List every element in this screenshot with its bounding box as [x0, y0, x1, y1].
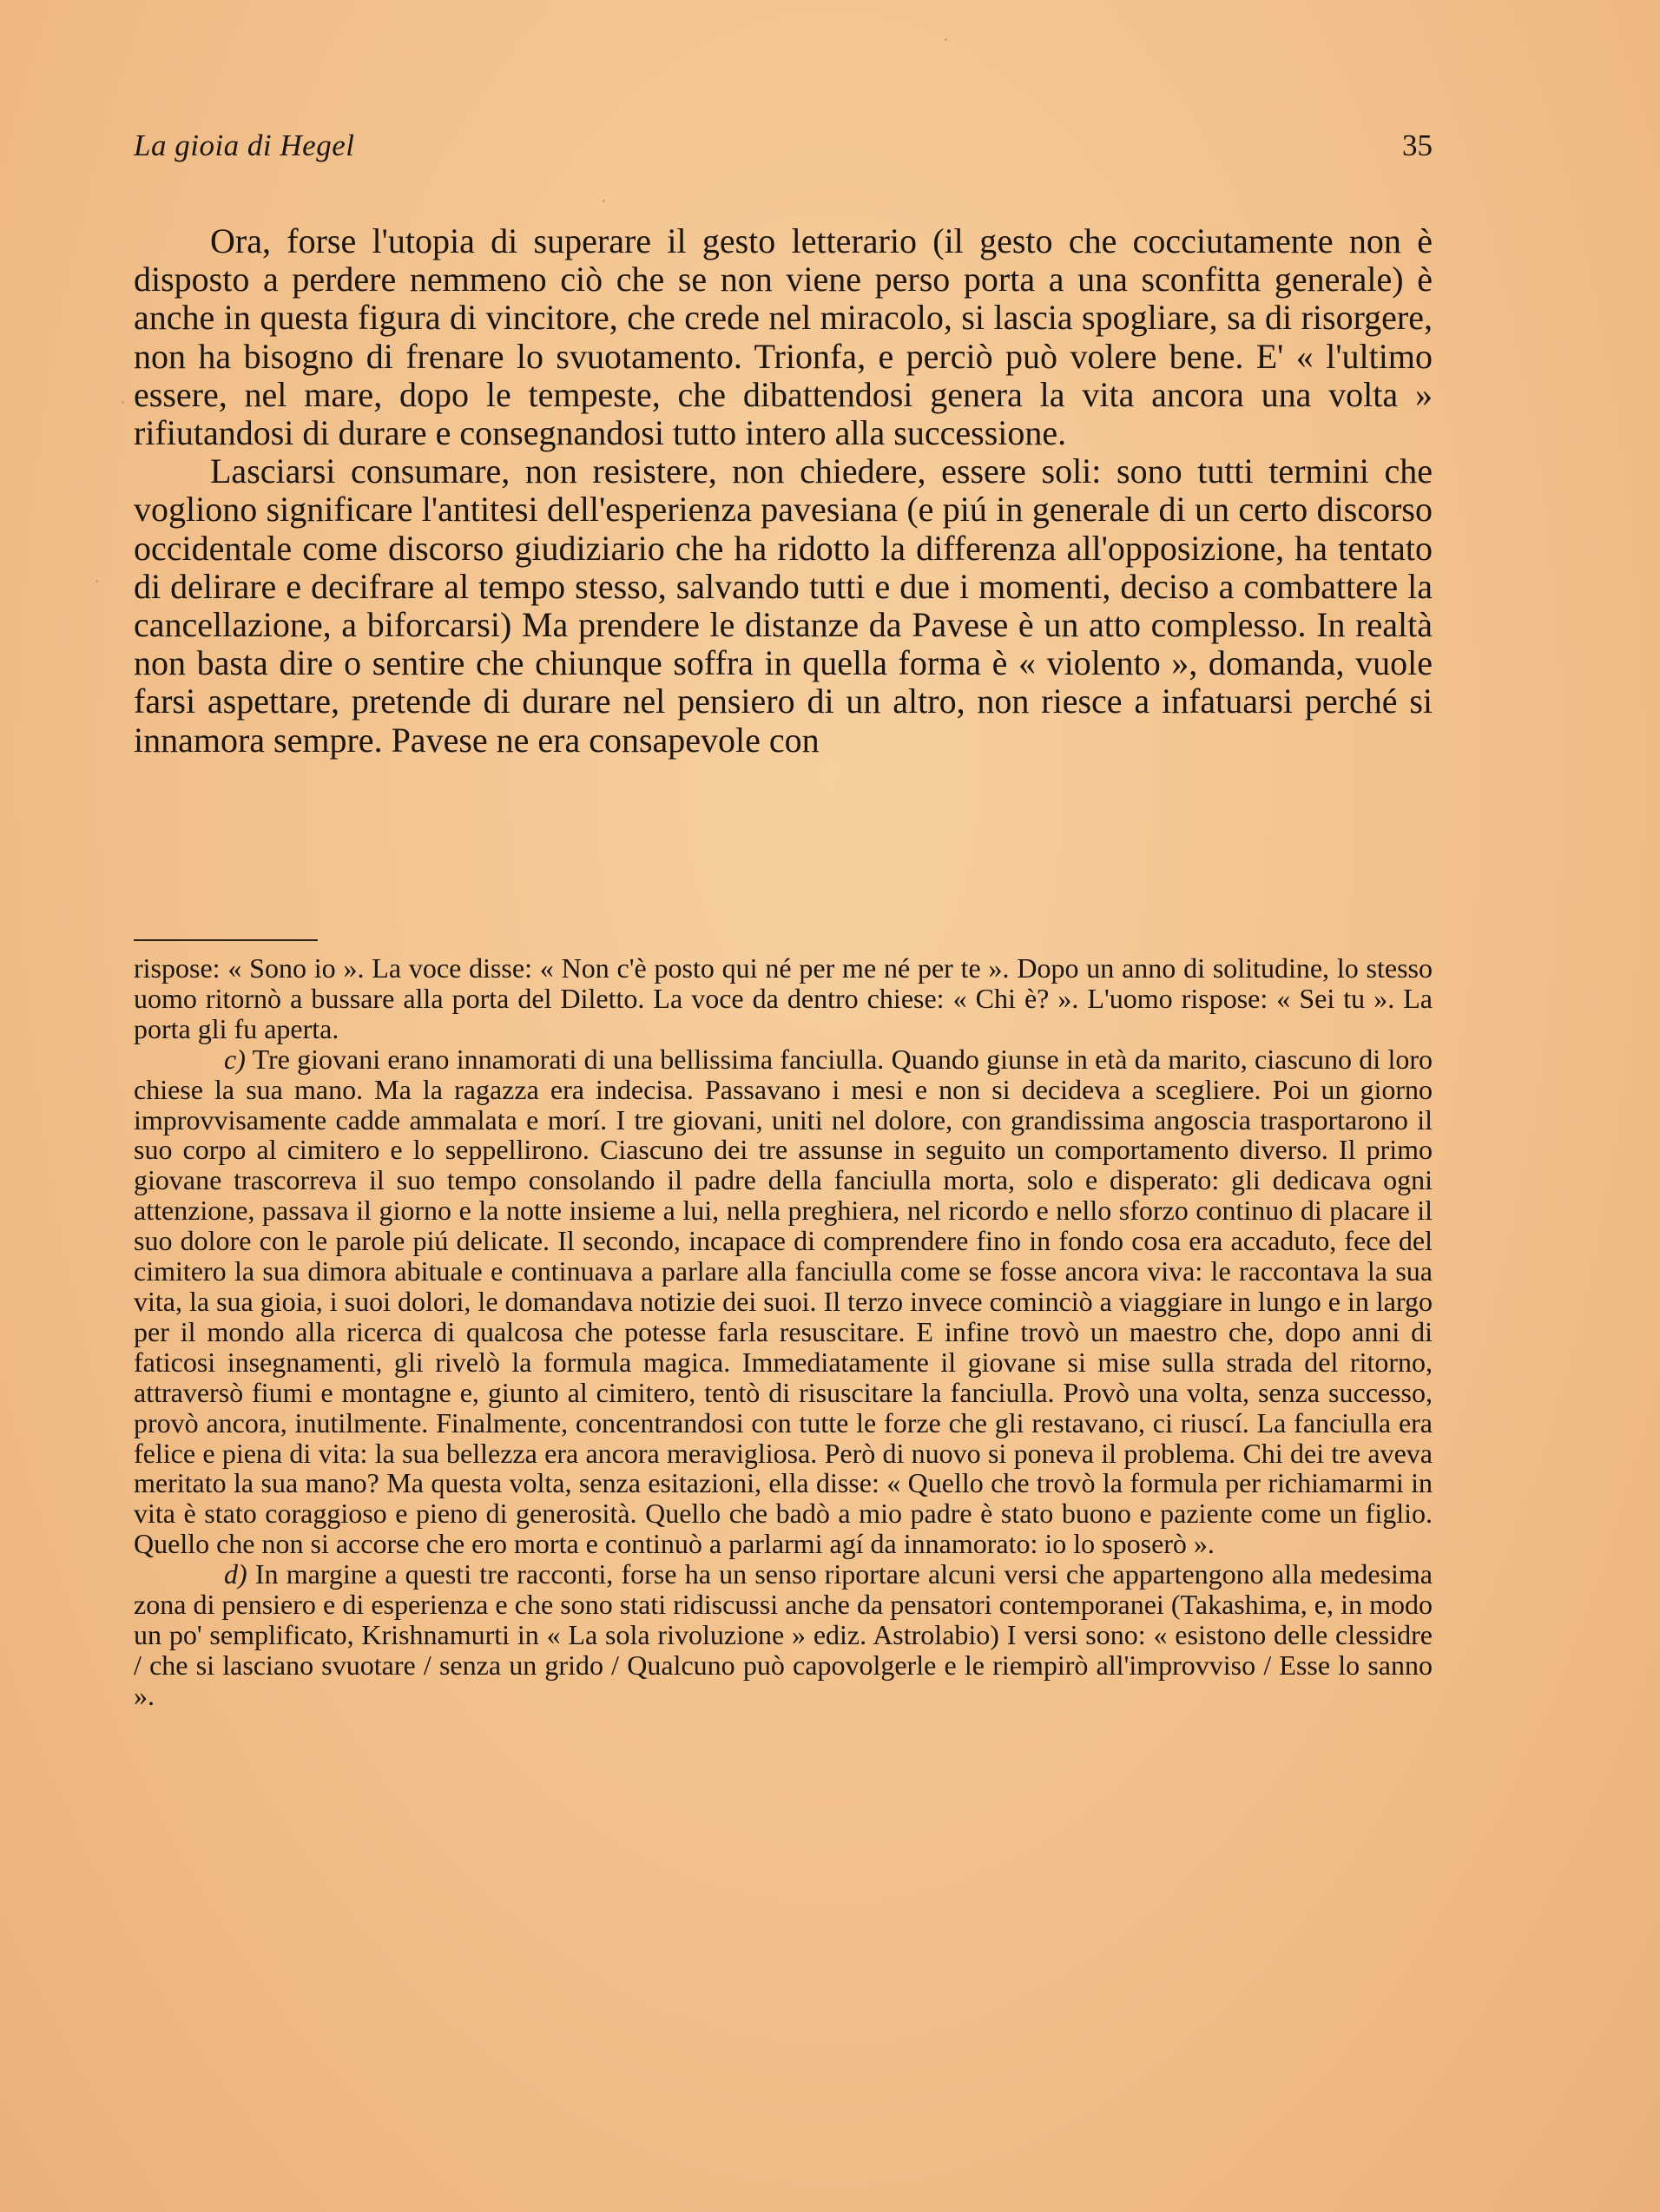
paper-speck	[96, 580, 98, 583]
footnote-c	[134, 1044, 1433, 1559]
paper-speck	[945, 38, 947, 41]
footnote-d-letter: d)	[224, 1558, 247, 1590]
page-number: 35	[1402, 128, 1433, 162]
running-head	[134, 128, 1433, 172]
footnote-c-letter: c)	[224, 1043, 246, 1075]
footnote-d-text: In margine a questi tre racconti, forse ha un senso riportare alcuni versi che appartengono alla medesima zona di pensiero e di esperienza e che sono stati ridiscussi anche da pensatori contemporanei (Takashima, e, in modo un po' semplificato, Krishnamurti in « La sola rivoluzione » ediz. Astrolabio) I versi sono: « esistono delle clessidre / che si lasciano svuotare / senza un grido / Qualcuno può capovolgerle e le riempirò all'improvviso / Esse lo sanno ».	[134, 1558, 1433, 1711]
footnote-d	[134, 1559, 1433, 1711]
paragraph-1: Ora, forse l'utopia di superare il gesto letterario (il gesto che cocciutamente non è disposto a perdere nemmeno ciò che se non viene perso porta a una sconfitta generale) è anche in questa figura di vincitore, che crede nel miracolo, si lascia spogliare, sa di risorgere, non ha bisogno di frenare lo svuotamento. Trionfa, e perciò può volere bene. E' « l'ultimo essere, nel mare, dopo le tempeste, che dibattendosi genera la vita ancora una volta » rifiutandosi di durare e consegnandosi tutto intero alla successione.	[134, 221, 1433, 453]
running-title: La gioia di Hegel	[134, 128, 355, 162]
footnote-continuation: rispose: « Sono io ». La voce disse: « Non c'è posto qui né per me né per te ». Dopo un anno di solitudine, lo stesso uomo ritornò a bussare alla porta del Diletto. La voce da dentro chiese: « Chi è? ». L'uomo rispose: « Sei tu ». La porta gli fu aperta.	[134, 952, 1433, 1044]
paper-speck	[122, 401, 124, 404]
paper-speck	[603, 200, 605, 202]
footnote-c-text: Tre giovani erano innamorati di una bellissima fanciulla. Quando giunse in età da marito, ciascuno di loro chiese la sua mano. Ma la ragazza era indecisa. Passavano i mesi e non si decideva a scegliere. Poi un giorno improvvisamente cadde ammalata e morí. I tre giovani, uniti nel dolore, con grandissima angoscia trasportarono il suo corpo al cimitero e lo seppellirono. Ciascuno dei tre assunse in seguito un comportamento diverso. Il primo giovane trascorreva il suo tempo consolando il padre della fanciulla morta, solo e disperato: gli dedicava ogni attenzione, passava il giorno e la notte insieme a lui, nella preghiera, nel ricordo e nello sforzo continuo di placare il suo dolore con le parole piú delicate. Il secondo, incapace di comprendere fino in fondo cosa era accaduto, fece del cimitero la sua dimora abituale e continuava a parlare alla fanciulla come se fosse ancora viva: le raccontava la sua vita, la sua gioia, i suoi dolori, le domandava notizie dei suoi. Il terzo invece cominciò a viaggiare in lungo e in largo per il mondo alla ricerca di qualcosa che potesse farla resuscitare. E infine trovò un maestro che, dopo anni di faticosi insegnamenti, gli rivelò la formula magica. Immediatamente il giovane si mise sulla strada del ritorno, attraversò fiumi e montagne e, giunto al cimitero, tentò di risuscitare la fanciulla. Provò una volta, senza successo, provò ancora, inutilmente. Finalmente, concentrandosi con tutte le forze che gli restavano, ci riuscí. La fanciulla era felice e piena di vita: la sua bellezza era ancora meravigliosa. Però di nuovo si poneva il problema. Chi dei tre aveva meritato la sua mano? Ma questa volta, senza esitazioni, ella disse: « Quello che trovò la formula per richiamarmi in vita è stato coraggioso e pieno di generosità. Quello che badò a mio padre è stato buono e paziente come un figlio. Quello che non si accorse che ero morta e continuò a parlarmi agí da innamorato: io lo sposerò ».	[134, 1043, 1433, 1560]
footnotes	[134, 953, 1433, 1711]
main-text	[134, 222, 1433, 760]
footnote-divider	[134, 939, 318, 941]
paragraph-2: Lasciarsi consumare, non resistere, non chiedere, essere soli: sono tutti termini che vogliono significare l'antitesi dell'esperienza pavesiana (e piú in generale di un certo discorso occidentale come discorso giudiziario che ha ridotto la differenza all'opposizione, ha tentato di delirare e decifrare al tempo stesso, salvando tutti e due i momenti, deciso a combattere la cancellazione, a biforcarsi) Ma prendere le distanze da Pavese è un atto complesso. In realtà non basta dire o sentire che chiunque soffra in quella forma è « violento », domanda, vuole farsi aspettare, pretende di durare nel pensiero di un altro, non riesce a infatuarsi perché si innamora sempre. Pavese ne era consapevole con	[134, 451, 1433, 760]
